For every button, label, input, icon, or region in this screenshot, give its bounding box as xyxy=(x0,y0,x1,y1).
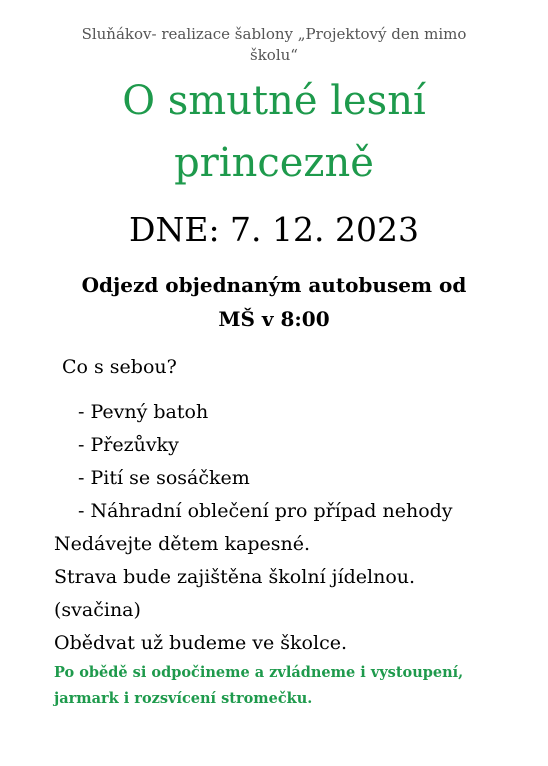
afternoon-program xyxy=(54,660,463,712)
departure-line-1: Odjezd objednaným autobusem od xyxy=(81,273,467,297)
list-item: - Náhradní oblečení pro případ nehody xyxy=(78,500,453,522)
project-subtitle xyxy=(40,24,508,66)
subtitle-line-1: Sluňákov- realizace šablony „Projektový den mimo xyxy=(81,25,467,43)
departure-line-2: MŠ v 8:00 xyxy=(218,307,330,331)
footer-line-1: Po obědě si odpočineme a zvládneme i vystoupení, xyxy=(54,664,464,681)
bring-heading: Co s sebou? xyxy=(62,356,177,378)
departure-info xyxy=(40,268,508,336)
note-snack: (svačina) xyxy=(54,599,141,621)
list-item: - Přezůvky xyxy=(78,434,179,456)
footer-line-2: jarmark i rozsvícení stromečku. xyxy=(54,690,313,707)
title-line-1: O smutné lesní xyxy=(122,78,426,124)
subtitle-line-2: školu“ xyxy=(250,46,298,64)
note-pocket-money: Nedávejte dětem kapesné. xyxy=(54,533,311,555)
event-date: DNE: 7. 12. 2023 xyxy=(129,210,419,249)
note-meals: Strava bude zajištěna školní jídelnou. xyxy=(54,566,416,588)
bring-list xyxy=(78,396,453,528)
note-lunch: Obědvat už budeme ve školce. xyxy=(54,632,347,654)
notes-section xyxy=(54,528,415,660)
title-line-2: princezně xyxy=(174,140,374,186)
list-item: - Pevný batoh xyxy=(78,401,209,423)
event-title xyxy=(20,70,528,194)
list-item: - Pití se sosáčkem xyxy=(78,467,250,489)
